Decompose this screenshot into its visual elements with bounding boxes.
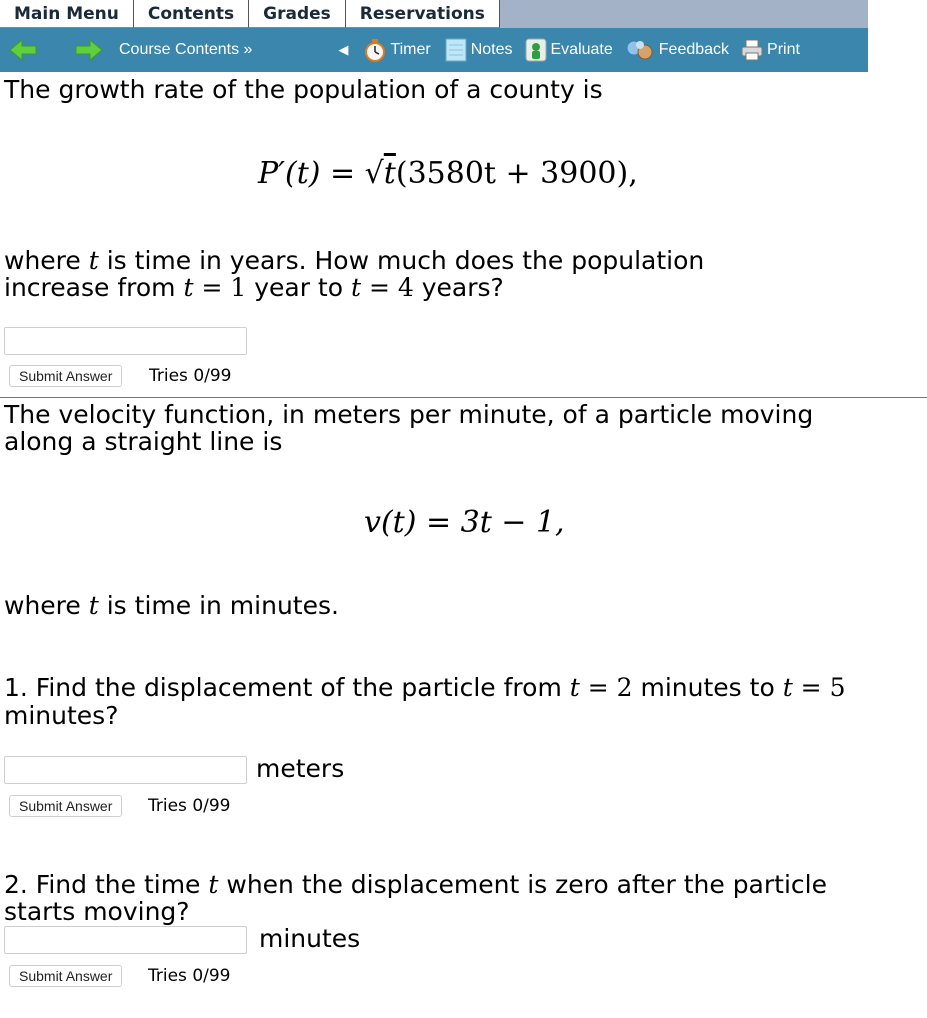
text-fragment: where [4, 591, 89, 620]
sqrt-sign: √ [364, 156, 384, 191]
green-left-arrow-icon [8, 38, 38, 62]
timer-button[interactable] [364, 38, 430, 62]
left-triangle-icon[interactable]: ◀ [338, 42, 349, 57]
text-fragment: year to [246, 273, 351, 302]
part2-submit-button[interactable]: Submit Answer [9, 965, 122, 987]
part1-answer-input[interactable] [4, 756, 247, 784]
feedback-icon [625, 38, 655, 62]
math-fragment: = 5 [792, 673, 846, 702]
problem1-tries: Tries 0/99 [149, 366, 232, 386]
part1-tries: Tries 0/99 [148, 796, 231, 816]
text-fragment: minutes to [632, 673, 783, 702]
part1-question-line2: minutes? [4, 701, 119, 730]
feedback-label: Feedback [658, 41, 730, 58]
evaluate-label: Evaluate [550, 41, 613, 58]
problem1-question-line1 [4, 247, 704, 274]
part1-submit-button[interactable]: Submit Answer [9, 795, 122, 817]
notes-icon [445, 38, 467, 62]
problem-divider [0, 397, 927, 398]
print-button[interactable] [741, 38, 800, 62]
notes-button[interactable] [445, 38, 513, 62]
feedback-button[interactable] [625, 38, 729, 62]
evaluate-icon [525, 38, 547, 62]
text-fragment: years? [413, 273, 504, 302]
course-contents-link[interactable]: Course Contents » [119, 41, 253, 58]
text-fragment: is time in minutes. [98, 591, 339, 620]
variable-t: t [88, 246, 99, 275]
course-toolbar [0, 28, 868, 72]
evaluate-button[interactable] [525, 38, 613, 62]
math-fragment: = 2 [579, 673, 633, 702]
text-fragment: increase from [4, 273, 184, 302]
text-fragment: 1. Find the displacement of the particle from [4, 673, 570, 702]
part1-question-line1 [4, 674, 845, 701]
variable-t: t [183, 273, 194, 302]
timer-label: Timer [390, 41, 431, 58]
formula-rhs: (3580t + 3900), [395, 156, 638, 191]
variable-t: t [208, 870, 219, 899]
variable-t: t [350, 273, 362, 302]
problem2-intro-line1: The velocity function, in meters per minute, of a particle moving [4, 400, 814, 429]
tab-main-menu[interactable]: Main Menu [0, 0, 134, 28]
timer-icon [364, 38, 386, 62]
formula-radicand: t [383, 156, 396, 191]
variable-t: t [569, 673, 580, 702]
part2-question-line1 [4, 871, 827, 898]
part2-tries: Tries 0/99 [148, 966, 231, 986]
problem2-where [4, 592, 339, 619]
part2-unit-label: minutes [259, 924, 361, 953]
math-fragment: = 1 [193, 273, 247, 302]
green-right-arrow-icon [74, 38, 104, 62]
tab-grades[interactable]: Grades [249, 0, 346, 28]
tab-reservations[interactable]: Reservations [346, 0, 500, 28]
back-button[interactable] [8, 38, 38, 62]
text-fragment: 2. Find the time [4, 870, 209, 899]
problem1-submit-button[interactable]: Submit Answer [9, 365, 122, 387]
problem2-formula: v(t) = 3t − 1, [364, 505, 565, 540]
math-fragment: = 4 [361, 273, 414, 302]
print-label: Print [767, 41, 800, 58]
text-fragment: when the displacement is zero after the particle [218, 870, 827, 899]
printer-icon [741, 38, 763, 62]
formula-lhs: P′(t) = [258, 156, 365, 191]
variable-t: t [782, 673, 793, 702]
main-menubar [0, 0, 868, 28]
problem1-question-line2 [4, 274, 504, 301]
text-fragment: where [4, 246, 89, 275]
problem2-intro-line2: along a straight line is [4, 427, 283, 456]
problem1-answer-input[interactable] [4, 327, 247, 355]
part2-answer-input[interactable] [4, 926, 247, 954]
problem1-formula [258, 156, 638, 191]
notes-label: Notes [470, 41, 513, 58]
forward-button[interactable] [74, 38, 104, 62]
part2-question-line2: starts moving? [4, 897, 190, 926]
text-fragment: is time in years. How much does the population [98, 246, 705, 275]
variable-t: t [88, 591, 99, 620]
tab-contents[interactable]: Contents [134, 0, 249, 28]
part1-unit-label: meters [256, 754, 345, 783]
problem1-intro: The growth rate of the population of a county is [4, 75, 603, 104]
